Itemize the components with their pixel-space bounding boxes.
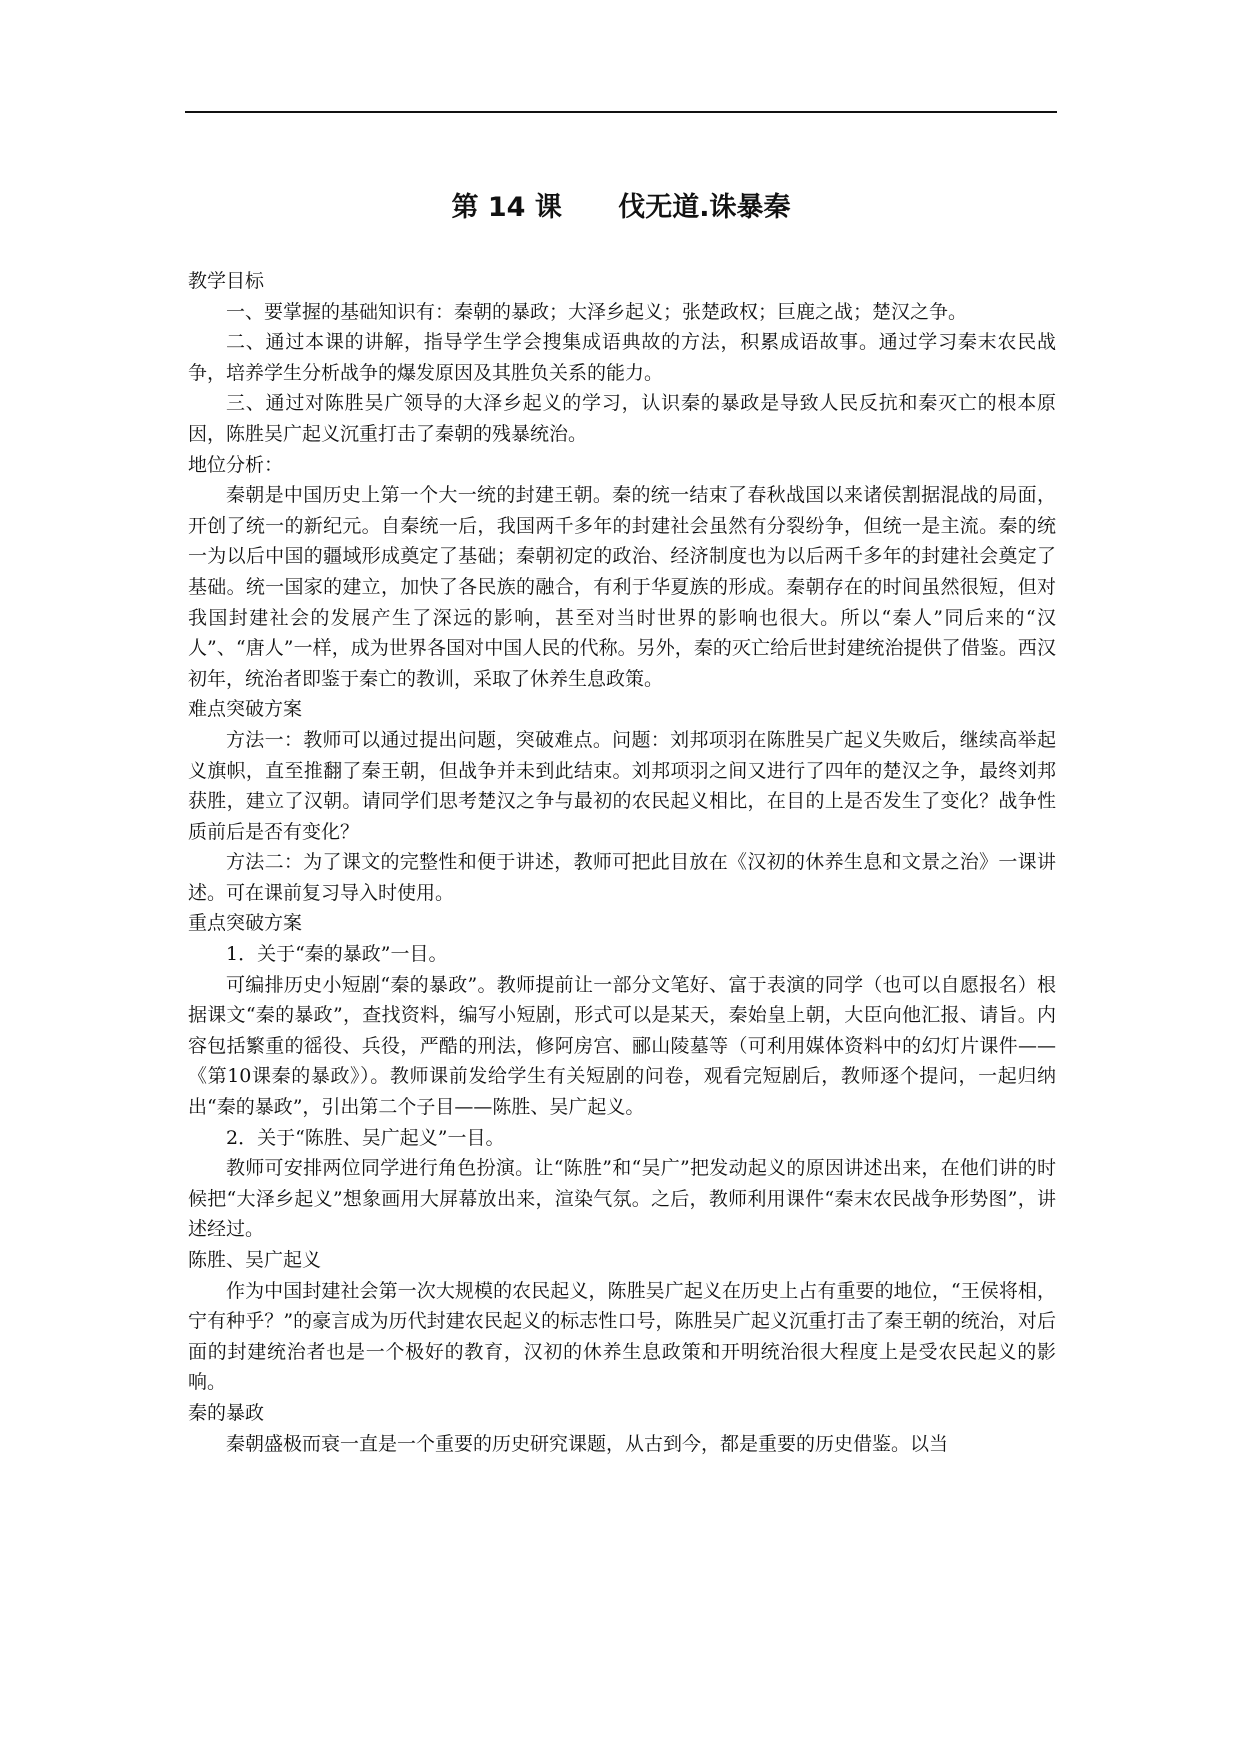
page-title: 第 14 课 伐无道.诛暴秦 <box>451 192 791 223</box>
goal-item-2: 二、通过本课的讲解，指导学生学会搜集成语典故的方法，积累成语故事。通过学习秦末农民战争，培养学生分析战争的爆发原因及其胜负关系的能力。 <box>188 331 1056 384</box>
section-heading-difficulty: 难点突破方案 <box>188 698 303 721</box>
key-item-1: 1．关于“秦的暴政”一目。 <box>226 943 448 966</box>
difficulty-method-1: 方法一：教师可以通过提出问题，突破难点。问题：刘邦项羽在陈胜吴广起义失败后，继续高举起义旗帜，直至推翻了秦王朝，但战争并未到此结束。刘邦项羽之间又进行了四年的楚汉之争，最终刘邦获胜，建立了汉朝。请同学们思考楚汉之争与最初的农民起义相比，在目的上是否发生了变化？战争性质前后是否有变化？ <box>188 728 1056 843</box>
key-item-3: 2．关于“陈胜、吴广起义”一目。 <box>226 1126 505 1149</box>
section-heading-goals: 教学目标 <box>188 270 265 292</box>
uprising-paragraph: 作为中国封建社会第一次大规模的农民起义，陈胜吴广起义在历史上占有重要的地位，“王侯将相，宁有种乎？”的豪言成为历代封建农民起义的标志性口号，陈胜吴广起义沉重打击了秦王朝的统治，对后面的封建统治者也是一个极好的教育，汉初的休养生息政策和开明统治很大程度上是受农民起义的影响。 <box>188 1279 1056 1394</box>
key-item-4: 教师可安排两位同学进行角色扮演。让“陈胜”和“吴广”把发动起义的原因讲述出来，在他们讲的时候把“大泽乡起义”想象画用大屏幕放出来，渲染气氛。之后，教师利用课件“秦末农民战争形势图”，讲述经过。 <box>188 1157 1056 1241</box>
header-rule <box>185 111 1057 113</box>
goal-item-1: 一、要掌握的基础知识有：秦朝的暴政；大泽乡起义；张楚政权；巨鹿之战；楚汉之争。 <box>226 300 968 323</box>
position-paragraph: 秦朝是中国历史上第一个大一统的封建王朝。秦的统一结束了春秋战国以来诸侯割据混战的局面，开创了统一的新纪元。自秦统一后，我国两千多年的封建社会虽然有分裂纷争，但统一是主流。秦的统一为以后中国的疆域形成奠定了基础；秦朝初定的政治、经济制度也为以后两千多年的封建社会奠定了基础。统一国家的建立，加快了各民族的融合，有利于华夏族的形成。秦朝存在的时间虽然很短，但对我国封建社会的发展产生了深远的影响，甚至对当时世界的影响也很大。所以“秦人”同后来的“汉人”、“唐人”一样，成为世界各国对中国人民的代称。另外，秦的灭亡给后世封建统治提供了借鉴。西汉初年，统治者即鉴于秦亡的教训，采取了休养生息政策。 <box>188 484 1056 690</box>
section-heading-position: 地位分析： <box>188 453 284 476</box>
section-heading-key: 重点突破方案 <box>188 912 303 935</box>
key-item-2: 可编排历史小短剧“秦的暴政”。教师提前让一部分文笔好、富于表演的同学（也可以自愿报名）根据课文“秦的暴政”，查找资料，编写小短剧，形式可以是某天，秦始皇上朝，大臣向他汇报、请旨。内容包括繁重的徭役、兵役，严酷的刑法，修阿房宫、郦山陵墓等（可利用媒体资料中的幻灯片课件——《第10课秦的暴政》）。教师课前发给学生有关短剧的问卷，观看完短剧后，教师逐个提问，一起归纳出“秦的暴政”，引出第二个子目——陈胜、吴广起义。 <box>188 973 1056 1119</box>
tyranny-paragraph: 秦朝盛极而衰一直是一个重要的历史研究课题，从古到今，都是重要的历史借鉴。以当 <box>226 1432 949 1455</box>
section-heading-uprising: 陈胜、吴广起义 <box>188 1249 322 1271</box>
section-heading-tyranny: 秦的暴政 <box>188 1401 265 1424</box>
document-body <box>188 266 1056 1459</box>
goal-item-3: 三、通过对陈胜吴广领导的大泽乡起义的学习，认识秦的暴政是导致人民反抗和秦灭亡的根本原因，陈胜吴广起义沉重打击了秦朝的残暴统治。 <box>188 392 1056 445</box>
difficulty-method-2: 方法二：为了课文的完整性和便于讲述，教师可把此目放在《汉初的休养生息和文景之治》一课讲述。可在课前复习导入时使用。 <box>188 851 1056 904</box>
